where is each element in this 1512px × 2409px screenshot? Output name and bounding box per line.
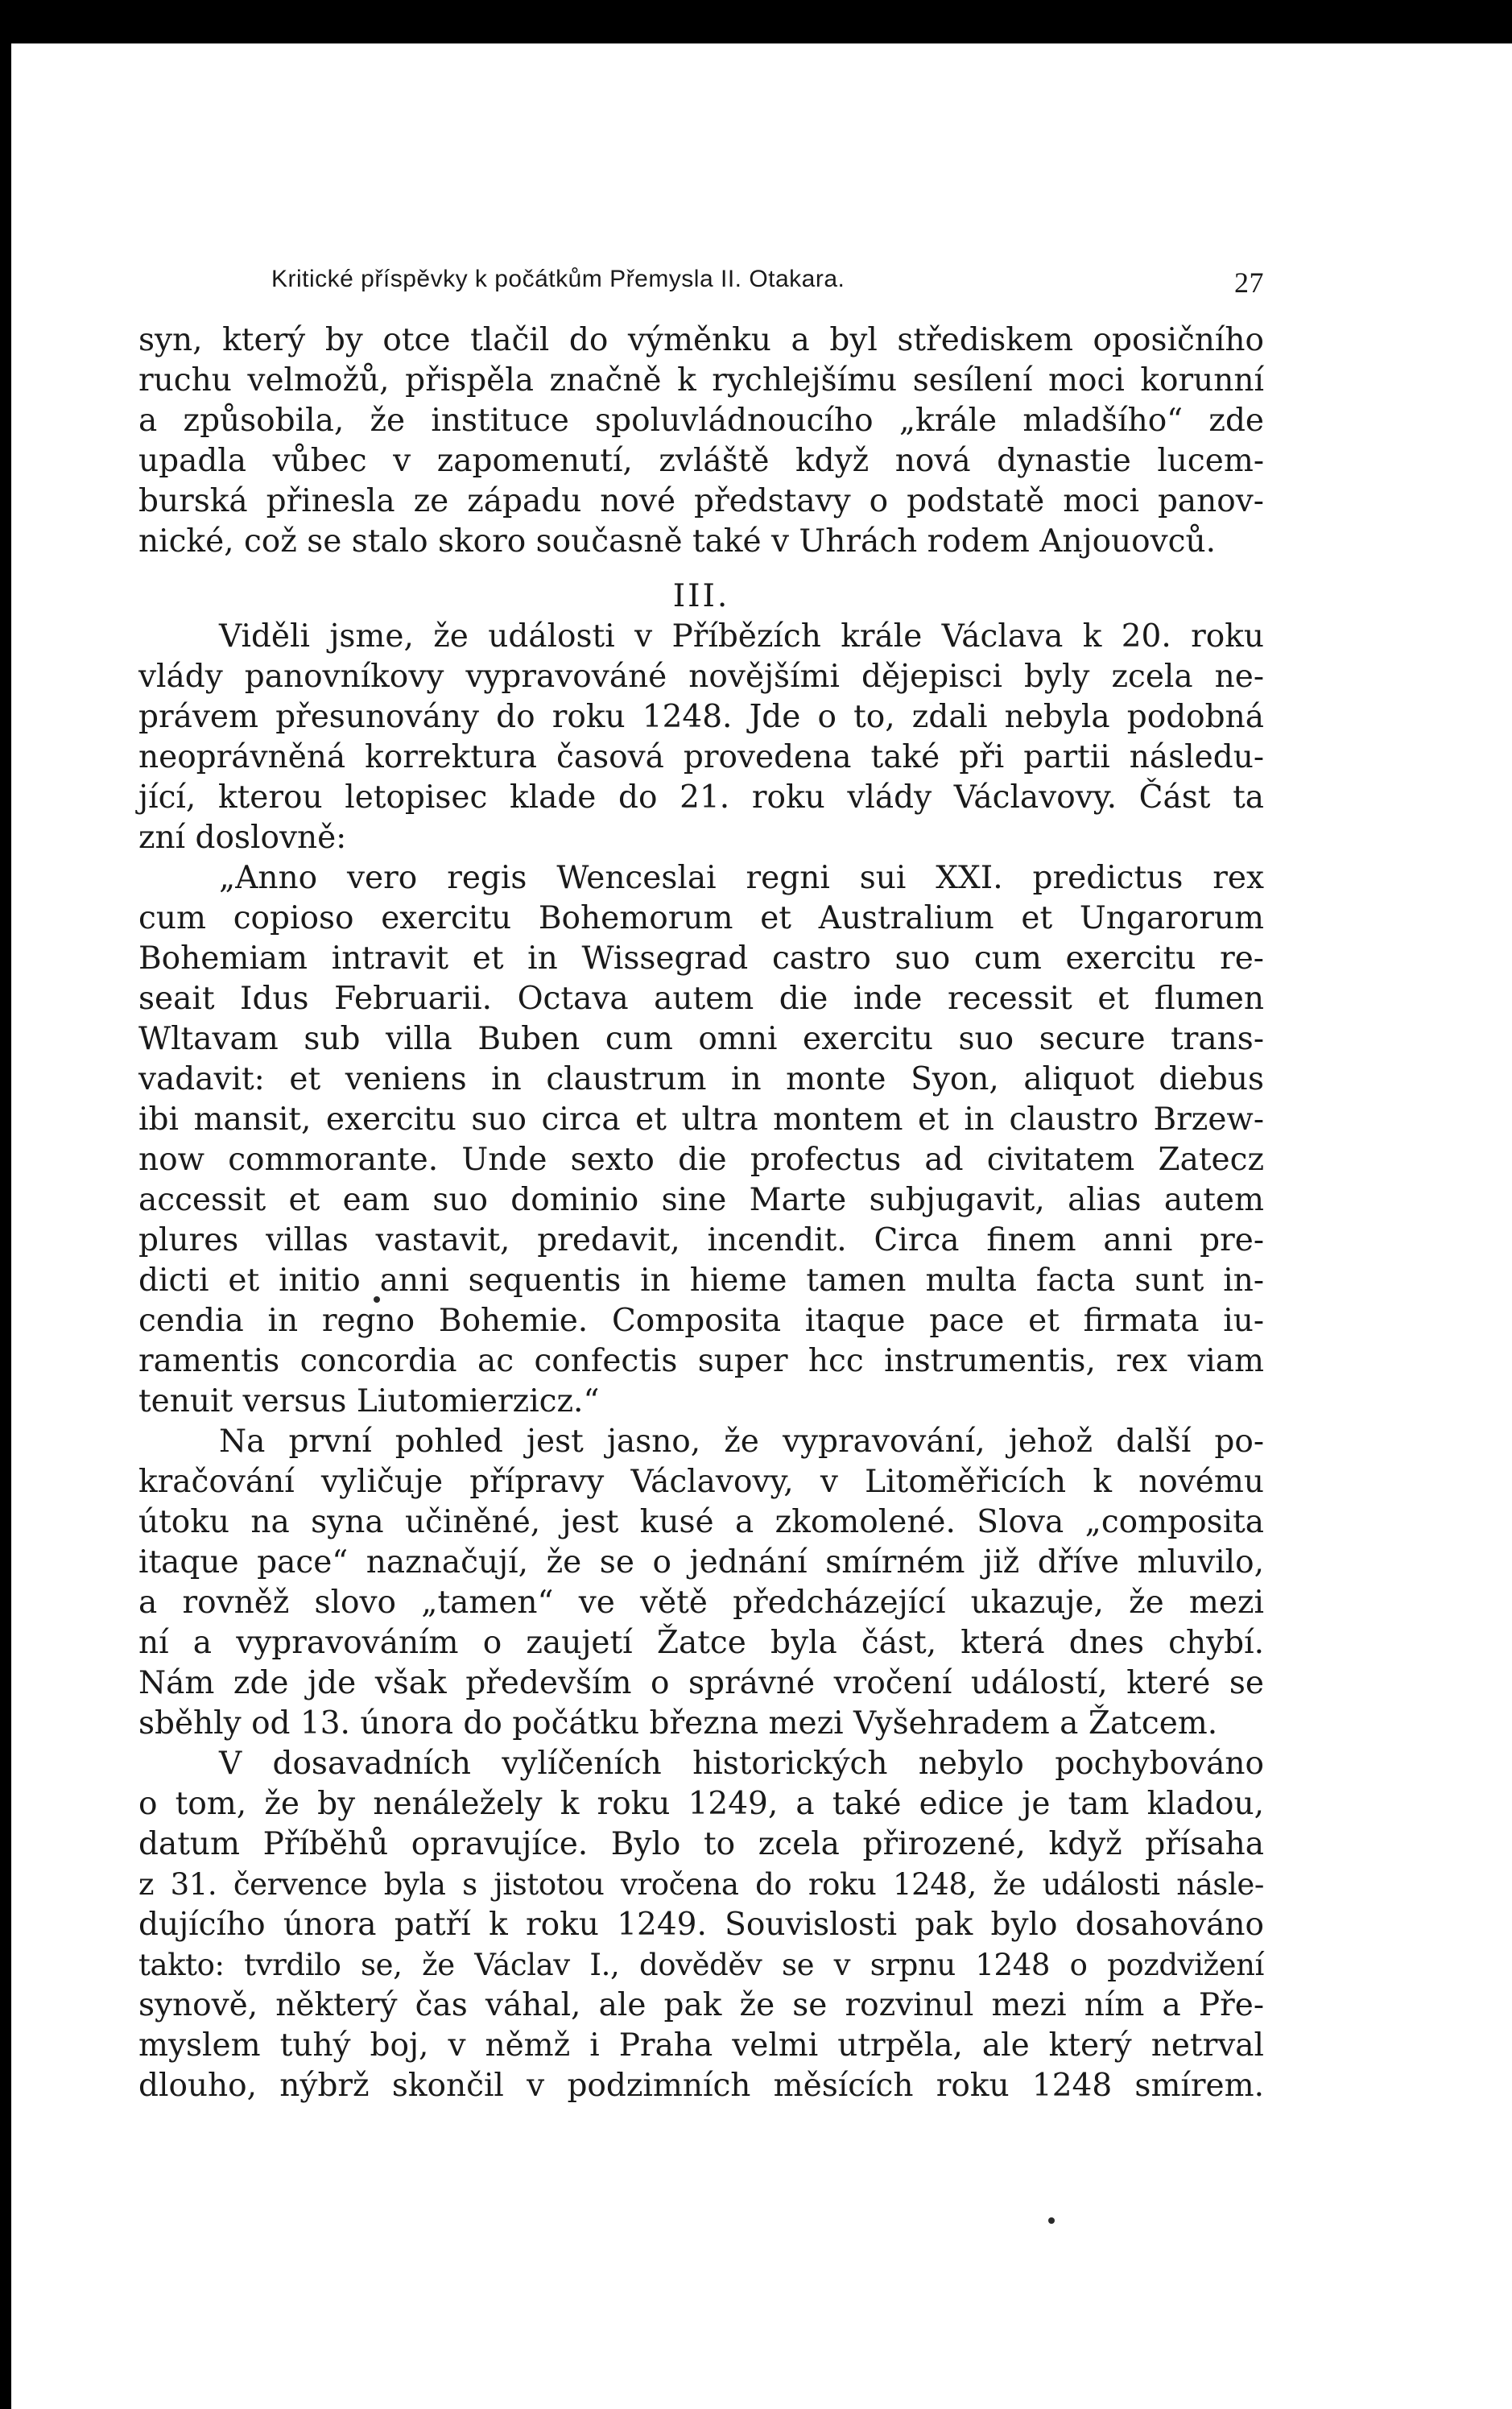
quote-line: ramentis concordia ac confectis super hcc instrumentis, rex viam: [138, 1343, 1264, 1379]
latin-quotation: [138, 858, 1264, 1422]
text-line: Na první pohled jest jasno, že vypravování, jehož další po-: [219, 1424, 1264, 1460]
text-line: Nám zde jde však především o správné vročení událostí, které se: [138, 1665, 1264, 1701]
text-line: burská přinesla ze západu nové představy o podstatě moci panov-: [138, 483, 1264, 519]
quote-line: cendia in regno Bohemie. Composita itaque pace et firmata iu-: [138, 1303, 1264, 1339]
text-line: dujícího února patří k roku 1249. Souvislosti pak bylo dosahováno: [138, 1907, 1264, 1943]
quote-line: dicti et initio anni sequentis in hieme tamen multa facta sunt in-: [138, 1262, 1264, 1299]
text-line: myslem tuhý boj, v němž i Praha velmi utrpěla, ale který netrval: [138, 2027, 1264, 2064]
quote-line: seait Idus Februarii. Octava autem die inde recessit et flumen: [138, 981, 1264, 1017]
paragraph-intro: [138, 617, 1264, 858]
paragraph-analysis: [138, 1422, 1264, 1744]
running-header: [138, 266, 1264, 306]
quote-line: „Anno vero regis Wenceslai regni sui XXI. predictus rex: [219, 860, 1264, 896]
quote-line: Wltavam sub villa Buben cum omni exercitu suo secure trans-: [138, 1021, 1264, 1057]
scan-speck: [1048, 2217, 1055, 2224]
running-title: Kritické příspěvky k počátkům Přemysla II. Otakara.: [271, 266, 845, 292]
text-line: ní a vypravováním o zaujetí Žatce byla část, která dnes chybí.: [138, 1625, 1264, 1661]
text-line: itaque pace“ naznačují, že se o jednání smírném již dříve mluvilo,: [138, 1544, 1264, 1581]
text-line: právem přesunovány do roku 1248. Jde o to, zdali nebyla podobná: [138, 699, 1264, 735]
quote-line: tenuit versus Liutomierzicz.“: [138, 1383, 600, 1419]
section-heading: III.: [672, 578, 730, 614]
text-line: Viděli jsme, že události v Příbězích krále Václava k 20. roku: [219, 618, 1264, 655]
text-line: útoku na syna učiněné, jest kusé a zkomolené. Slova „composita: [138, 1504, 1264, 1540]
text-line: jící, kterou letopisec klade do 21. roku vlády Václavovy. Část ta: [138, 779, 1264, 816]
scan-top-border: [0, 0, 1512, 43]
text-line: nické, což se stalo skoro současně také v Uhrách rodem Anjouovců.: [138, 523, 1217, 560]
text-line: o tom, že by nenáležely k roku 1249, a také edice je tam kladou,: [138, 1786, 1264, 1822]
text-column: [138, 266, 1264, 2106]
text-line: V dosavadních vylíčeních historických nebylo pochybováno: [219, 1746, 1264, 1782]
paragraph-dating: [138, 1744, 1264, 2106]
quote-line: cum copioso exercitu Bohemorum et Australium et Ungarorum: [138, 900, 1264, 936]
text-line: ruchu velmožů, přispěla značně k rychlejšímu sesílení moci korunní: [138, 362, 1264, 399]
text-line: synově, některý čas váhal, ale pak že se rozvinul mezi ním a Pře-: [138, 1987, 1264, 2023]
text-line: dlouho, nýbrž skončil v podzimních měsících roku 1248 smírem.: [138, 2068, 1264, 2104]
text-line: kračování vyličuje přípravy Václavovy, v Litoměřicích k novému: [138, 1464, 1264, 1500]
text-line: syn, který by otce tlačil do výměnku a byl střediskem oposičního: [138, 322, 1264, 358]
text-line: neoprávněná korrektura časová provedena také při partii následu-: [138, 739, 1264, 775]
quote-line: accessit et eam suo dominio sine Marte subjugavit, alias autem: [138, 1182, 1264, 1218]
quote-line: vadavit: et veniens in claustrum in monte Syon, aliquot diebus: [138, 1061, 1264, 1097]
text-line: a způsobila, že instituce spoluvládnoucího „krále mladšího“ zde: [138, 403, 1264, 439]
quote-line: ibi mansit, exercitu suo circa et ultra montem et in claustro Brzew-: [138, 1101, 1264, 1138]
text-line: sběhly od 13. února do počátku března mezi Vyšehradem a Žatcem.: [138, 1705, 1218, 1742]
text-line: vlády panovníkovy vypravováné novějšími dějepisci byly zcela ne-: [138, 659, 1264, 695]
text-line: zní doslovně:: [138, 820, 347, 856]
quote-line: Bohemiam intravit et in Wissegrad castro suo cum exercitu re-: [138, 940, 1264, 977]
quote-line: now commorante. Unde sexto die profectus ad civitatem Zatecz: [138, 1142, 1264, 1178]
quote-line: plures villas vastavit, predavit, incendit. Circa finem anni pre-: [138, 1222, 1264, 1258]
paragraph-continuation: [138, 320, 1264, 562]
text-line: z 31. července byla s jistotou vročena do roku 1248, že události násle-: [138, 1867, 1264, 1902]
text-line: takto: tvrdilo se, že Václav I., dověděv se v srpnu 1248 o pozdvižení: [138, 1948, 1264, 1982]
page-number: 27: [1234, 267, 1264, 299]
text-line: upadla vůbec v zapomenutí, zvláště když nová dynastie lucem-: [138, 443, 1264, 479]
text-line: a rovněž slovo „tamen“ ve větě předcházející ukazuje, že mezi: [138, 1585, 1264, 1621]
text-line: datum Příběhů opravujíce. Bylo to zcela přirozené, když přísaha: [138, 1826, 1264, 1862]
